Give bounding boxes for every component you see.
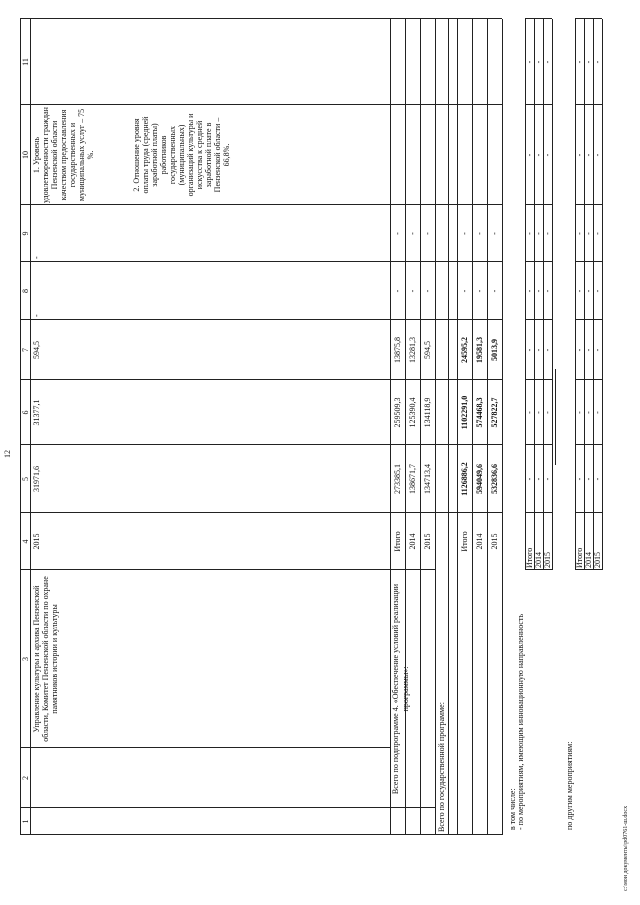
state-row-c7: 19581,3: [475, 337, 484, 363]
col-header-4: 4: [21, 539, 30, 544]
state-row-c8: -: [490, 289, 499, 293]
sub-row-year: 2014: [408, 533, 417, 550]
innov-row-c9: -: [534, 232, 543, 235]
innov-row-c10: -: [525, 153, 534, 157]
col-header-9: 9: [21, 231, 30, 236]
state-row-year: 2015: [490, 533, 499, 550]
other-row-c10: -: [584, 153, 593, 157]
indicator-2: 2. Отношение уровня оплаты труда (средней заработной платы) работников государственных (муниципальных) организаций культуры и искусства к средней заработной плате в Пензенской области – 66,8%.: [132, 113, 231, 197]
innov-row-year: 2015: [543, 552, 552, 568]
other-row-c10: -: [593, 153, 602, 157]
other-row-c7: -: [575, 348, 584, 352]
state-row-c8: -: [460, 289, 469, 293]
other-row-year: 2014: [584, 552, 593, 568]
innov-row-c5: -: [543, 477, 552, 481]
sub-row-year: Итого: [393, 531, 402, 552]
other-row-c9: -: [593, 232, 602, 235]
other-row-c5: -: [593, 477, 602, 481]
innov-row-c9: -: [543, 232, 552, 235]
other-row-year: Итого: [575, 547, 584, 568]
state-row-c8: -: [475, 289, 484, 293]
other-row-c8: -: [575, 289, 584, 293]
col-header-10: 10: [21, 151, 30, 159]
sub-row-year: 2015: [423, 533, 432, 550]
innov-row-c11: -: [543, 60, 552, 64]
col-header-8: 8: [21, 289, 30, 293]
innov-row-c9: -: [525, 232, 534, 235]
innov-row-c8: -: [525, 289, 534, 293]
top-row-c7: 594,5: [32, 341, 41, 359]
col-header-11: 11: [21, 58, 30, 66]
sub-row-c8: -: [423, 289, 432, 293]
innov-row-c10: -: [543, 153, 552, 157]
other-row-c10: -: [575, 153, 584, 157]
other-row-c7: -: [593, 348, 602, 352]
col-header-1: 1: [21, 819, 30, 824]
other-row-c5: -: [584, 477, 593, 481]
state-row-c6: 574468,3: [475, 397, 484, 428]
sub-row-c5: 138671,7: [408, 464, 417, 494]
page-number: 12: [3, 450, 12, 458]
innov-row-year: Итого: [525, 547, 534, 568]
innov-row-c7: -: [534, 348, 543, 352]
other-row-c11: -: [575, 60, 584, 64]
responsible-executors: Управление культуры и архива Пензенской области, Комитет Пензенской области по охране памятников истории и культуры: [32, 576, 59, 742]
sub-row-c9: -: [423, 232, 432, 235]
top-row-c9: -: [32, 256, 41, 259]
innov-row-c11: -: [534, 60, 543, 64]
sub-row-c6: 259509,3: [393, 397, 402, 428]
other-row-c8: -: [593, 289, 602, 293]
other-row-c6: -: [593, 411, 602, 414]
sub-row-c5: 273385,1: [393, 464, 402, 494]
sub-row-c6: 134118,9: [423, 397, 432, 428]
other-row-c9: -: [584, 232, 593, 235]
other-label: по другим мероприятиям:: [565, 741, 574, 830]
footer-file-path: c:\мои документы\pd0761-ш.docx: [623, 805, 629, 891]
sub-row-c7: 13875,8: [393, 337, 402, 363]
indicator-1: 1. Уровень удовлетворенности граждан Пензенской области качеством предоставления государственных и муниципальных услуг – 75 %.: [32, 107, 95, 203]
other-row-c6: -: [584, 411, 593, 414]
sub-row-c6: 125390,4: [408, 397, 417, 428]
innov-row-c6: -: [525, 411, 534, 414]
innov-row-c6: -: [534, 411, 543, 414]
sub-row-c5: 134713,4: [423, 464, 432, 494]
innov-row-c8: -: [543, 289, 552, 293]
innov-row-c7: -: [525, 348, 534, 352]
sub-row-c7: 594,5: [423, 341, 432, 359]
col-header-6: 6: [21, 410, 30, 415]
sub-row-c7: 13281,3: [408, 337, 417, 363]
sub-row-c9: -: [393, 232, 402, 235]
col-header-2: 2: [21, 776, 30, 780]
other-row-c7: -: [584, 348, 593, 352]
other-row-c5: -: [575, 477, 584, 481]
state-row-c6: 1102291,0: [460, 395, 469, 430]
innov-row-c5: -: [525, 477, 534, 481]
state-row-year: 2014: [475, 533, 484, 550]
other-row-year: 2015: [593, 552, 602, 568]
state-row-c9: -: [475, 232, 484, 235]
sub-row-c8: -: [408, 289, 417, 293]
top-row-c6: 31377,1: [32, 399, 41, 426]
top-row-year: 2015: [32, 533, 41, 550]
other-row-c8: -: [584, 289, 593, 293]
state-row-c7: 24595,2: [460, 337, 469, 363]
innov-row-c11: -: [525, 60, 534, 64]
separator-line: [555, 369, 556, 465]
innov-row-c6: -: [543, 411, 552, 414]
innov-row-c8: -: [534, 289, 543, 293]
innovative-label: - по мероприятиям, имеющим инновационную направленность: [516, 613, 525, 830]
innov-row-c10: -: [534, 153, 543, 157]
sub-row-c9: -: [408, 232, 417, 235]
state-row-c5: 1126886,2: [460, 462, 469, 496]
top-row-c5: 31971,6: [32, 466, 41, 492]
other-row-c6: -: [575, 411, 584, 414]
col-header-7: 7: [21, 348, 30, 352]
innov-row-c7: -: [543, 348, 552, 352]
col-header-3: 3: [21, 657, 30, 661]
state-row-c5: 594049,6: [475, 464, 484, 494]
state-program-label: Всего по государственной программе:: [437, 702, 446, 832]
innov-row-c5: -: [534, 477, 543, 481]
including-label: в том числе:: [508, 788, 517, 830]
state-row-c6: 527822,7: [490, 397, 499, 428]
other-row-c11: -: [593, 60, 602, 64]
subprogram-label: Всего по подпрограмме 4. «Обеспечение условий реализации программы»:: [391, 583, 410, 795]
col-header-5: 5: [21, 477, 30, 481]
state-row-c7: 5013,9: [490, 339, 499, 361]
innov-row-year: 2014: [534, 552, 543, 568]
sub-row-c8: -: [393, 289, 402, 293]
other-row-c11: -: [584, 60, 593, 64]
state-row-c9: -: [490, 232, 499, 235]
other-row-c9: -: [575, 232, 584, 235]
state-row-year: Итого: [460, 531, 469, 552]
state-row-c9: -: [460, 232, 469, 235]
state-row-c5: 532836,6: [490, 464, 499, 494]
top-row-c8: -: [32, 314, 41, 317]
